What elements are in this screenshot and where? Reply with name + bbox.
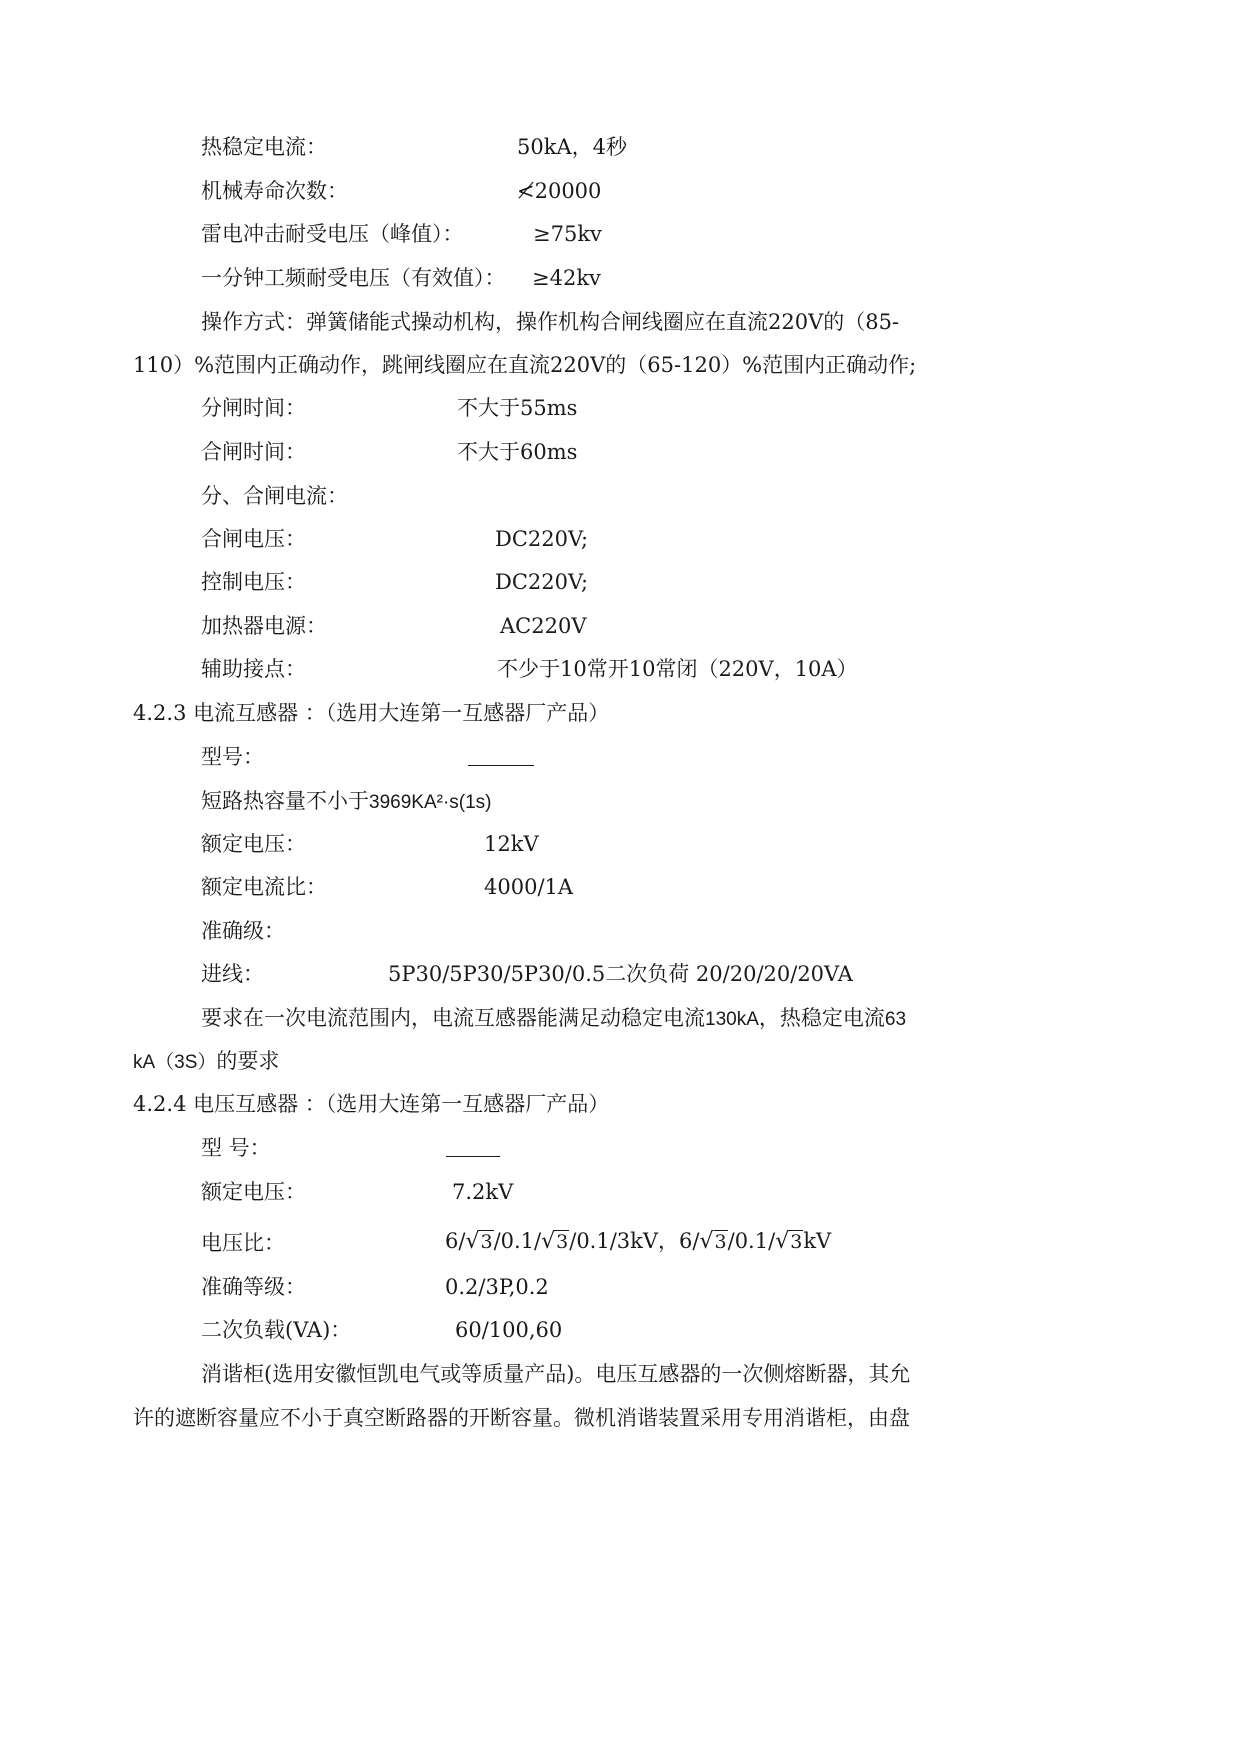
ratio-part-1: 6/ (445, 1229, 466, 1253)
ct-rated-voltage-label: 额定电压： (201, 832, 306, 856)
harmonic-paragraph-line1: 消谐柜(选用安徽恒凯电气或等质量产品)。电压互感器的一次侧熔断器，其允 (201, 1362, 911, 1386)
ct-short-circuit-value: 3969KA²·s(1s) (369, 792, 492, 813)
ct-accuracy-label: 准确级： (201, 919, 285, 943)
vt-ratio-label: 电压比： (201, 1231, 285, 1255)
lightning-impulse-value: ≥75kv (533, 222, 602, 246)
ct-incoming-value: 5P30/5P30/5P30/0.5二次负荷 20/20/20/20VA (388, 962, 853, 986)
ct-rated-voltage-value: 12kV (484, 832, 539, 856)
heater-supply-label: 加热器电源： (201, 614, 327, 638)
operation-mode-line1: 操作方式：弹簧储能式操动机构，操作机构合闸线圈应在直流220V的（85- (201, 310, 900, 334)
ct-section-heading: 4.2.3 电流互感器 ：（选用大连第一互感器厂产品） (133, 701, 610, 725)
sqrt3-symbol: √3 (541, 1229, 569, 1254)
ct-thermal-current-unit: kA（3S） (133, 1052, 217, 1073)
ct-requirement-line2 (133, 1046, 279, 1076)
aux-contacts-label: 辅助接点： (201, 657, 306, 681)
vt-rated-voltage-label: 额定电压： (201, 1180, 306, 1204)
mech-life-value: ≮20000 (517, 179, 602, 203)
ct-model-label: 型号： (201, 745, 264, 769)
ct-requirement-mid: ，热稳定电流 (758, 1006, 885, 1030)
sqrt3-symbol: √3 (775, 1229, 803, 1254)
mech-life-label: 机械寿命次数： (201, 179, 348, 203)
ct-model-blank (468, 765, 534, 766)
ct-short-circuit-prefix: 短路热容量不小于 (201, 789, 369, 813)
open-time-label: 分闸时间： (201, 396, 306, 420)
control-voltage-value: DC220V; (495, 570, 589, 594)
sqrt3-symbol: √3 (699, 1229, 727, 1254)
thermal-current-value: 50kA，4秒 (517, 135, 627, 159)
ratio-part-3: /0.1/3kV，6/ (569, 1229, 700, 1253)
vt-secondary-load-value: 60/100,60 (455, 1318, 563, 1342)
ratio-part-5: kV (803, 1229, 832, 1253)
vt-model-blank (446, 1156, 500, 1157)
control-voltage-label: 控制电压： (201, 570, 306, 594)
power-freq-value: ≥42kv (532, 266, 601, 290)
vt-accuracy-label: 准确等级： (201, 1275, 306, 1299)
vt-section-heading: 4.2.4 电压互感器 ：（选用大连第一互感器厂产品） (133, 1092, 610, 1116)
thermal-current-label: 热稳定电流： (201, 135, 327, 159)
vt-ratio-value (445, 1226, 831, 1257)
sqrt3-symbol: √3 (465, 1229, 493, 1254)
vt-rated-voltage-value: 7.2kV (452, 1180, 514, 1204)
lightning-impulse-label: 雷电冲击耐受电压（峰值）： (201, 222, 464, 246)
ratio-part-4: /0.1/ (727, 1229, 776, 1253)
ratio-part-2: /0.1/ (493, 1229, 542, 1253)
vt-model-label: 型 号： (201, 1136, 271, 1160)
aux-contacts-value: 不少于10常开10常闭（220V，10A） (497, 657, 858, 681)
open-close-current-label: 分、合闸电流： (201, 484, 348, 508)
close-voltage-label: 合闸电压： (201, 527, 306, 551)
vt-secondary-load-label: 二次负载(VA)： (201, 1318, 352, 1342)
vt-accuracy-value: 0.2/3P,0.2 (445, 1275, 549, 1299)
ct-requirement-tail: 的要求 (216, 1049, 280, 1073)
ct-rated-ratio-value: 4000/1A (484, 875, 574, 899)
ct-dynamic-current: 130kA (705, 1009, 759, 1030)
power-freq-label: 一分钟工频耐受电压（有效值）： (201, 266, 506, 290)
close-time-value: 不大于60ms (457, 440, 578, 464)
ct-requirement-prefix: 要求在一次电流范围内，电流互感器能满足动稳定电流 (201, 1006, 705, 1030)
close-time-label: 合闸时间： (201, 440, 306, 464)
heater-supply-value: AC220V (500, 614, 587, 638)
close-voltage-value: DC220V; (495, 527, 589, 551)
harmonic-paragraph-line2: 许的遮断容量应不小于真空断路器的开断容量。微机消谐装置采用专用消谐柜，由盘 (133, 1406, 910, 1430)
ct-short-circuit-line (201, 786, 492, 816)
operation-mode-line2: 110）%范围内正确动作，跳闸线圈应在直流220V的（65-120）%范围内正确动作; (133, 353, 917, 377)
ct-requirement-line1 (201, 1003, 906, 1033)
ct-rated-ratio-label: 额定电流比： (201, 875, 327, 899)
ct-thermal-current-number: 63 (884, 1009, 907, 1030)
ct-incoming-label: 进线： (201, 962, 264, 986)
open-time-value: 不大于55ms (457, 396, 578, 420)
